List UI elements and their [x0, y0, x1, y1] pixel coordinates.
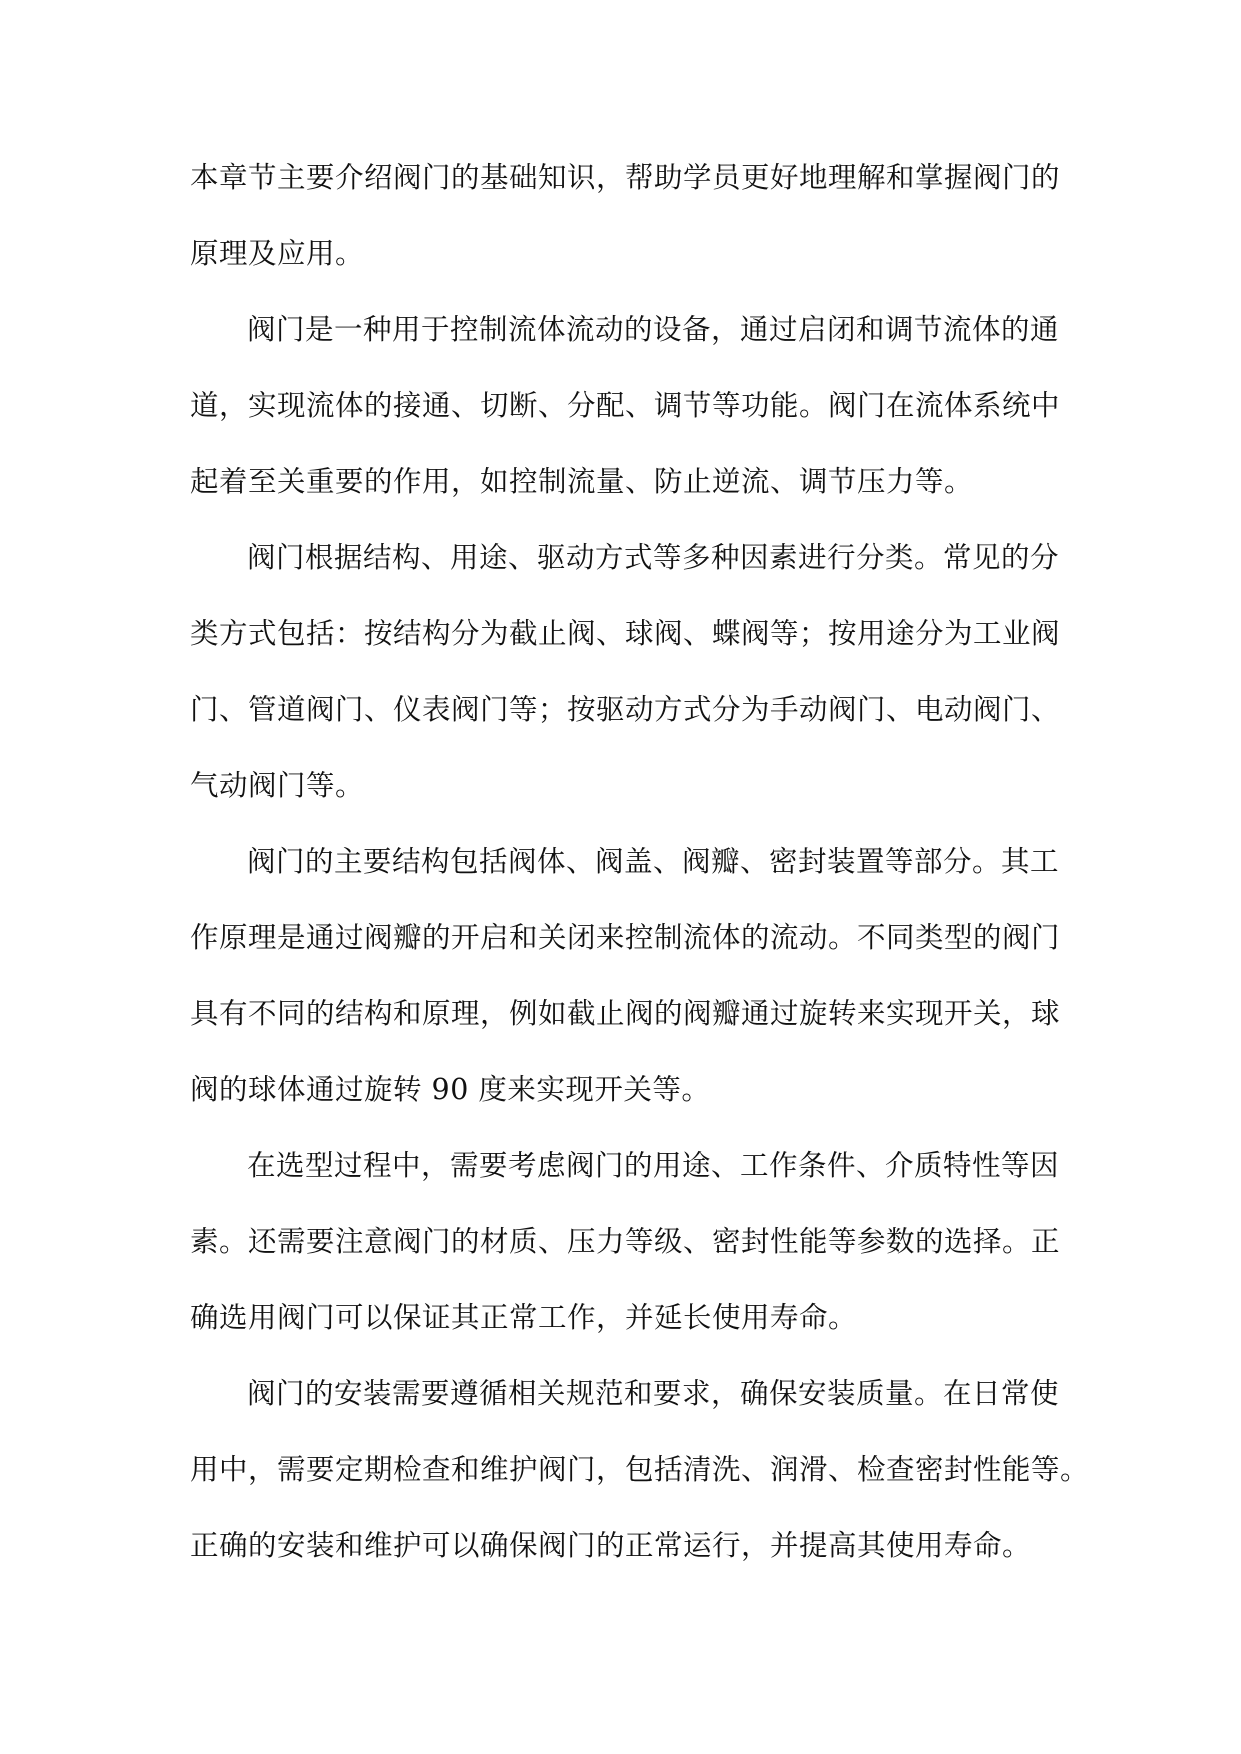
paragraph-2 [190, 292, 1060, 520]
text-line: 确选用阀门可以保证其正常工作，并延长使用寿命。 [190, 1301, 858, 1334]
text-line: 在选型过程中，需要考虑阀门的用途、工作条件、介质特性等因 [247, 1149, 1060, 1182]
text-line: 阀门是一种用于控制流体流动的设备，通过启闭和调节流体的通 [247, 313, 1060, 346]
text-line: 阀门的安装需要遵循相关规范和要求，确保安装质量。在日常使 [247, 1377, 1060, 1410]
text-line: 道，实现流体的接通、切断、分配、调节等功能。阀门在流体系统中 [190, 389, 1061, 422]
paragraph-1 [190, 140, 1060, 292]
text-line: 具有不同的结构和原理，例如截止阀的阀瓣通过旋转来实现开关，球 [190, 997, 1061, 1030]
paragraph-5 [190, 1128, 1060, 1356]
text-line: 阀的球体通过旋转 90 度来实现开关等。 [190, 1073, 711, 1106]
text-line: 用中，需要定期检查和维护阀门，包括清洗、润滑、检查密封性能等。 [190, 1453, 1090, 1486]
paragraph-3 [190, 520, 1060, 824]
text-line: 正确的安装和维护可以确保阀门的正常运行，并提高其使用寿命。 [190, 1529, 1032, 1562]
text-line: 起着至关重要的作用，如控制流量、防止逆流、调节压力等。 [190, 465, 974, 498]
document-body [190, 140, 1090, 1584]
text-line: 素。还需要注意阀门的材质、压力等级、密封性能等参数的选择。正 [190, 1225, 1061, 1258]
text-line: 门、管道阀门、仪表阀门等；按驱动方式分为手动阀门、电动阀门、 [190, 693, 1061, 726]
text-line: 作原理是通过阀瓣的开启和关闭来控制流体的流动。不同类型的阀门 [190, 921, 1061, 954]
text-line: 阀门根据结构、用途、驱动方式等多种因素进行分类。常见的分 [247, 541, 1060, 574]
text-line: 气动阀门等。 [190, 769, 365, 802]
paragraph-6 [190, 1356, 1090, 1584]
paragraph-4 [190, 824, 1060, 1128]
text-line: 阀门的主要结构包括阀体、阀盖、阀瓣、密封装置等部分。其工 [247, 845, 1060, 878]
text-line: 原理及应用。 [190, 237, 365, 270]
text-line: 本章节主要介绍阀门的基础知识，帮助学员更好地理解和掌握阀门的 [190, 161, 1061, 194]
text-line: 类方式包括：按结构分为截止阀、球阀、蝶阀等；按用途分为工业阀 [190, 617, 1061, 650]
